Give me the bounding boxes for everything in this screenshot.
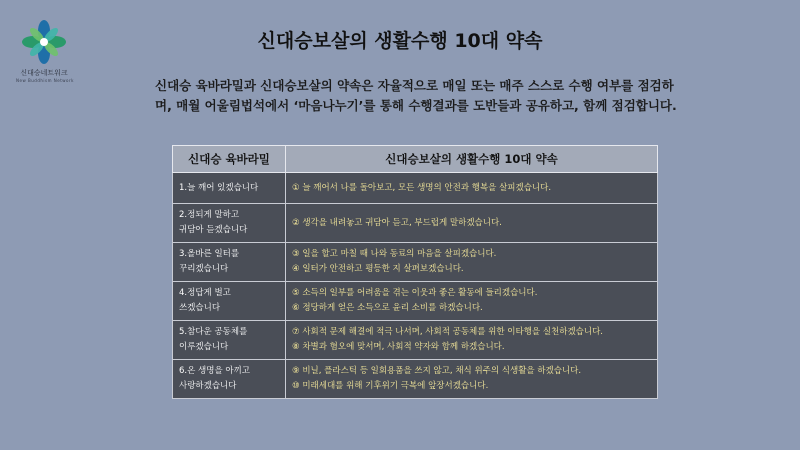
promise-cell <box>286 360 658 399</box>
paramita-cell <box>173 243 286 282</box>
paramita-label: 꾸리겠습니다 <box>179 264 229 274</box>
paramita-cell <box>173 360 286 399</box>
table-header-row <box>173 146 658 173</box>
table-row <box>173 321 658 360</box>
table-row <box>173 173 658 204</box>
paramita-label: 귀담아 듣겠습니다 <box>179 225 248 235</box>
promise-text: ⑩ 미래세대를 위해 기후위기 극복에 앞장서겠습니다. <box>292 381 489 391</box>
promise-text: ⑦ 사회적 문제 해결에 적극 나서며, 사회적 공동체를 위한 이타행을 실천하겠습니다. <box>292 327 604 337</box>
paramita-label: 이루겠습니다 <box>179 342 229 352</box>
promises-table <box>172 145 658 399</box>
promise-text: ⑨ 비닐, 플라스틱 등 일회용품을 쓰지 않고, 채식 위주의 식생활을 하겠습니다. <box>292 366 582 376</box>
paramita-label: 5.참다운 공동체를 <box>179 327 248 337</box>
promise-text: ⑥ 정당하게 얻은 소득으로 윤리 소비를 하겠습니다. <box>292 303 483 313</box>
paramita-label: 사랑하겠습니다 <box>179 381 237 391</box>
promise-cell <box>286 282 658 321</box>
promise-text: ③ 일을 할고 마칠 때 나와 동료의 마음을 살피겠습니다. <box>292 249 497 259</box>
intro-paragraph: 신대승 육바라밀과 신대승보살의 약속은 자율적으로 매일 또는 매주 스스로 수행 여부를 점검하며, 매월 어울림법석에서 ‘마음나누기’를 통해 수행결과를 도반들과 공유하고, 함께 점검합니다. <box>155 78 677 113</box>
paramita-label: 4.정답게 벌고 <box>179 288 231 298</box>
table-row <box>173 360 658 399</box>
promise-text: ⑤ 소득의 일부를 어려움을 겪는 이웃과 좋은 활동에 들리겠습니다. <box>292 288 538 298</box>
table-row <box>173 282 658 321</box>
header-promises: 신대승보살의 생활수행 10대 약속 <box>286 146 658 173</box>
promise-text: ② 생각을 내려놓고 귀담아 듣고, 부드럽게 말하겠습니다. <box>292 217 502 228</box>
paramita-label: 6.온 생명을 아끼고 <box>179 366 250 376</box>
promise-text: ④ 일터가 안전하고 평등한 지 살펴보겠습니다. <box>292 264 464 274</box>
paramita-label: 쓰겠습니다 <box>179 303 221 313</box>
logo-brand-text: 신대승네트워크 <box>20 69 68 77</box>
paramita-label: 1.늘 깨어 있겠습니다 <box>179 182 259 193</box>
paramita-cell <box>173 173 286 204</box>
table-row <box>173 204 658 243</box>
paramita-label: 2.정되게 말하고 <box>179 210 240 220</box>
paramita-label: 3.올바른 일터를 <box>179 249 240 259</box>
table-row <box>173 243 658 282</box>
promise-text: ⑧ 차별과 혐오에 맞서며, 사회적 약자와 함께 하겠습니다. <box>292 342 505 352</box>
promise-text: ① 늘 깨어서 나를 돌아보고, 모든 생명의 안전과 행복을 살피겠습니다. <box>292 182 552 193</box>
logo-brand-subtext: New Buddhism Network <box>16 78 74 83</box>
promise-cell <box>286 243 658 282</box>
promise-cell <box>286 321 658 360</box>
paramita-cell <box>173 204 286 243</box>
promise-cell <box>286 173 658 204</box>
paramita-cell <box>173 321 286 360</box>
paramita-cell <box>173 282 286 321</box>
header-paramita: 신대승 육바라밀 <box>173 146 286 173</box>
page-title: 신대승보살의 생활수행 10대 약속 <box>257 30 543 52</box>
promise-cell <box>286 204 658 243</box>
